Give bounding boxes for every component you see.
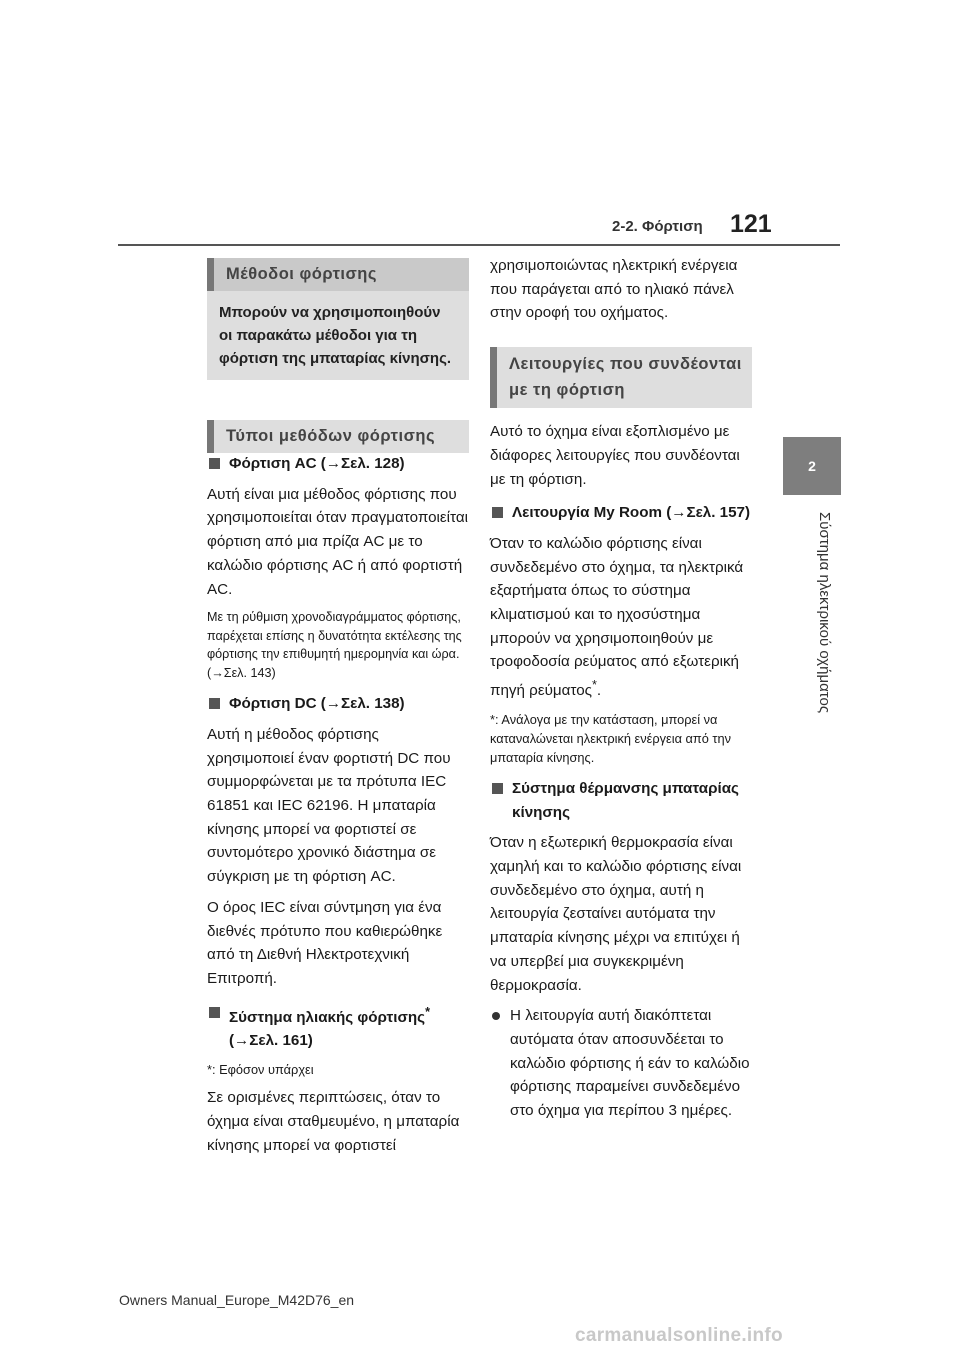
- intro-box: Μπορούν να χρησιμοποιηθούν οι παρακάτω μέθοδοι για τη φόρτιση της μπαταρίας κίνησης.: [207, 291, 469, 380]
- footnote-marker: *: [591, 678, 597, 693]
- battery-heating-bullet: Η λειτουργία αυτή διακόπτεται αυτόματα όταν αποσυνδέεται το καλώδιο φόρτισης ή εάν το καλώδιο φόρτισης παραμείνει συνδεδεμένο στο όχημα για περίπου 3 ημέρες.: [490, 1004, 752, 1123]
- solar-charging-text-continued: χρησιμοποιώντας ηλεκτρική ενέργεια που παράγεται από το ηλιακό πάνελ στην οροφή του οχήματος.: [490, 257, 738, 322]
- footnote-marker: *: [425, 1004, 431, 1019]
- my-room-heading: Λειτουργία My Room (→Σελ. 157): [490, 501, 752, 525]
- solar-charging-text: Σε ορισμένες περιπτώσεις, όταν το όχημα είναι σταθμευμένο, η μπαταρία κίνησης μπορεί να φορτιστεί: [207, 1089, 460, 1154]
- my-room-text: [490, 532, 752, 703]
- chapter-number: 2: [808, 458, 816, 474]
- chapter-title-vertical: [813, 512, 833, 722]
- solar-charging-heading: [207, 1001, 469, 1053]
- chapter-title: Σύστημα ηλεκτρικού οχήματος: [816, 512, 833, 714]
- watermark: carmanualsonline.info: [575, 1325, 783, 1346]
- dc-charging-heading: Φόρτιση DC (→Σελ. 138): [207, 692, 469, 716]
- solar-heading-ref: (→Σελ. 161): [229, 1032, 313, 1050]
- document-id: Owners Manual_Europe_M42D76_en: [119, 1292, 355, 1308]
- iec-definition-text: Ο όρος IEC είναι σύντμηση για ένα διεθνές πρότυπο που καθιερώθηκε από τη Διεθνή Ηλεκτροτεχνική Επιτροπή.: [207, 898, 443, 987]
- left-column: [207, 452, 469, 1157]
- battery-heating-text: Όταν η εξωτερική θερμοκρασία είναι χαμηλή και το καλώδιο φόρτισης είναι συνδεδεμένο στο όχημα, αυτή η λειτουργία ζεσταίνει αυτόματα την μπαταρία κίνησης μέχρι να επιτύχει ή να υπερβεί μια συγκεκριμένη θερμοκρασία.: [490, 834, 742, 994]
- page-number: 121: [730, 210, 772, 238]
- chapter-tab: [783, 437, 841, 495]
- solar-heading-text: Σύστημα ηλιακής φόρτισης: [229, 1008, 426, 1026]
- ac-charging-note: Με τη ρύθμιση χρονοδιαγράμματος φόρτισης, παρέχεται επίσης η δυνατότητα εκτέλεσης της φόρτισης την επιθυμητή ημερομηνία και ώρα. (→Σελ. 143): [207, 610, 462, 680]
- solar-footnote: *: Εφόσον υπάρχει: [207, 1062, 314, 1078]
- header-divider: [118, 244, 840, 246]
- section-heading-charging-functions: Λειτουργίες που συνδέονται με τη φόρτιση: [490, 347, 752, 408]
- section-heading-charging-methods: Μέθοδοι φόρτισης: [207, 258, 469, 291]
- section-title: 2-2. Φόρτιση: [612, 218, 703, 235]
- functions-intro-text: Αυτό το όχημα είναι εξοπλισμένο με διάφορες λειτουργίες που συνδέονται με τη φόρτιση.: [490, 423, 740, 488]
- battery-heating-heading: Σύστημα θέρμανσης μπαταρίας κίνησης: [490, 777, 752, 824]
- ac-charging-text: Αυτή είναι μια μέθοδος φόρτισης που χρησιμοποιείται όταν πραγματοποιείται φόρτιση από μια πρίζα AC με το καλώδιο φόρτισης AC ή από φορτιστή AC.: [207, 485, 468, 598]
- section-heading-charging-types: Τύποι μεθόδων φόρτισης: [207, 420, 469, 453]
- my-room-text-body: Όταν το καλώδιο φόρτισης είναι συνδεδεμένο στο όχημα, τα ηλεκτρικά εξαρτήματα όπως το σύστημα κλιματισμού και το ηχοσύστημα μπορούν να χρησιμοποιηθούν με τροφοδοσία ρεύματος από εξωτερική πηγή ρεύματος: [490, 534, 744, 700]
- ac-charging-heading: Φόρτιση AC (→Σελ. 128): [207, 452, 469, 476]
- my-room-footnote: *: Ανάλογα με την κατάσταση, μπορεί να καταναλώνεται ηλεκτρική ενέργεια από την μπαταρία κίνησης.: [490, 711, 732, 765]
- right-column: [490, 254, 752, 1123]
- dc-charging-text: Αυτή η μέθοδος φόρτισης χρησιμοποιεί έναν φορτιστή DC που συμμορφώνεται με τα πρότυπα IEC 61851 και IEC 62196. Η μπαταρία κίνησης μπορεί να φορτιστεί σε συντομότερο χρονικό διάστημα σε σύγκριση με τη φόρτιση AC.: [207, 725, 451, 886]
- my-room-text-end: .: [596, 682, 602, 700]
